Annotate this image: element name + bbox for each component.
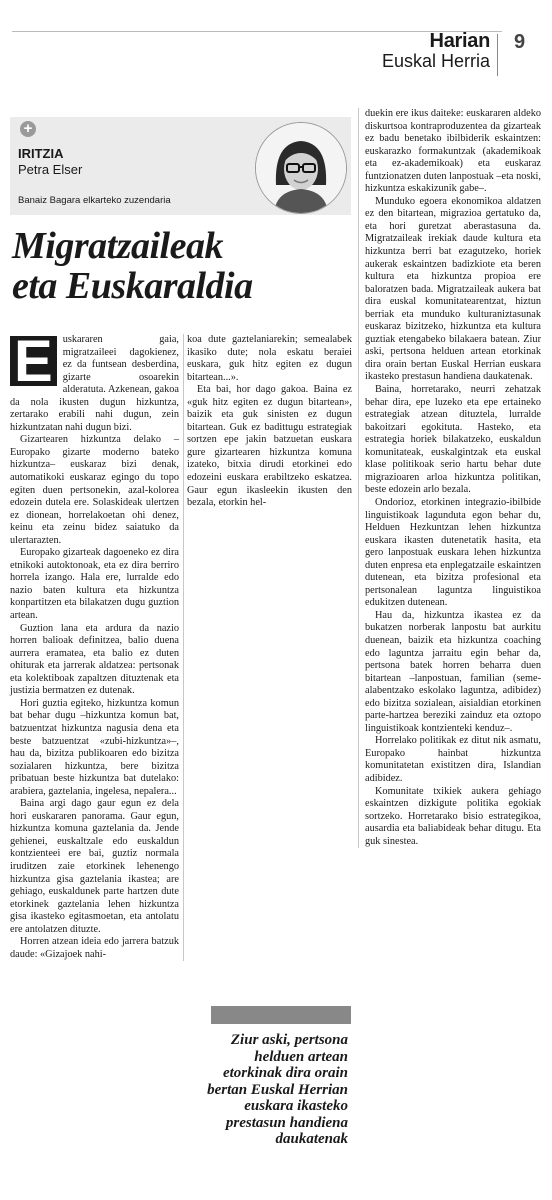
- paragraph: Guztion lana eta ardura da nazio horren balioak definitzea, balio duena aurrera eramatea, eta balio ez duten ohiturak eta jarrerak aldatzea: pertsonak eta kolektiboak zapaltzen dituztenak eta justizia bermatzen ez dutenak.: [10, 622, 179, 697]
- page-number: 9: [514, 31, 526, 53]
- drop-cap: E: [10, 336, 57, 386]
- paragraph: E uskararen gaia, migratzaileei dagokienez, ez da funtsean desberdina, gizarte osoarekin alderatuta. Azkenean, gakoa da nola ikusten dugun hizkuntza, zertarako erabili nahi dugun, zein hizkuntzatan nahi dugun bizi.: [10, 329, 179, 433]
- opinion-box: [10, 117, 351, 215]
- author-name: Petra Elser: [18, 162, 83, 177]
- paragraph: Horrelako politikak ez ditut nik asmatu, Europako hainbat hizkuntza komunitatetan existitzen dira, Islandian adibidez.: [365, 735, 541, 784]
- paragraph: Eta bai, hor dago gakoa. Baina ez «guk hitz egiten ez dugun bitartean», baizik eta guk sinisten ez dugun bitartean. Guk ez badittugu estrategiak sortzen epe jakin batzuetan euskara gure gizartearen hizkuntza komuna izateko, bitxia dirudi etorkinei edo edozeini euskara erabiltzeko eskatzea. Gaur egun ikasleekin ikusten den bezala, etorkin hel-: [187, 384, 352, 509]
- section-subtitle: Euskal Herria: [381, 51, 490, 71]
- paragraph: Hori guztia egiteko, hizkuntza komun bat behar dugu –hizkuntza komun bat, batzuentzat hizkuntza nagusia dena eta beste batzuentzat «zubi-hizkuntza»–, hau da, bizitza publikoaren edo bizitza sozialaren hizkuntza, bere bizitza pribatuan beste hizkuntza bat dutelako: arabiera, gaztelania, ingelesa, nepalera...: [10, 697, 179, 797]
- paragraph: Baina argi dago gaur egun ez dela hori euskararen panorama. Gaur egun, hizkuntza komuna gaztelania da. Jende gehienei, euskaltzale edo euskaldun kontzienteei ere bai, guztiz normala iruditzen zaie etorkinek lehenengo hizkuntza gisa gaztelania ikastea; are gehiago, euskaldunek parte hartzen dute etorkinek gaztelania lehen hizkuntza gisa ikasteko egitasmoetan, eta antolatu ere antolatzen dituzte.: [10, 798, 179, 935]
- headline-line-1: Migratzaileak: [12, 225, 223, 267]
- paragraph: Horren atzean ideia edo jarrera batzuk daude: «Gizajoek nahi-: [10, 936, 179, 960]
- plus-icon: +: [20, 121, 36, 137]
- paragraph: koa dute gaztelaniarekin; semealabek ikasiko dute; nola eskatu beraiei euskara, guk hitz egiten ez dugun bitartean...».: [187, 334, 352, 383]
- paragraph: Ondorioz, etorkinen integrazio-ibilbide linguistikoak lagunduta egon behar du, Helduen Hezkuntzan lehen hizkuntza euskara ikasten dutenetatik hasita, eta gero lanpostuak euskara lehen hizkuntza duten enpresa eta enplegatzaile eskaintzen dutenean, eta bizitza profesional eta pertsonalean laguntza linguistikoa edukitzen dutenean.: [365, 496, 541, 609]
- author-photo: [255, 122, 347, 214]
- article-column-2: [187, 334, 352, 510]
- paragraph: Munduko egoera ekonomikoa aldatzen ez den bitartean, migrazioa gertatuko da, eta hori guretzat aberastasuna da. Migratzaileak irekiak daude kultura eta hizkuntza berri bat ezagutzeko, horiek aukerak eskaintzen badizkiote eta beren kultura eta hizkuntza propioa ere baloratzen bada. Migratzaileak aukera bat dira euskal komunitatearentzat, hiztun berriak eta munduko kulturaniztasunak euskaraz bizitzeko, hizkuntza eta kultura guztiak etengabeko bilakaera batean. Ziur aski, pertsona helduen artean etorkinak dira orain bertan Euskal Herrian euskara ikasteko prestasun handiena daukatenak.: [365, 195, 541, 383]
- paragraph: Baina, horretarako, neurri zehatzak behar dira, epe luzeko eta epe ertaineko estrategiak atzean dituztela, lurralde bakoitzari egokituta. Hasteko, eta estrategia horiek bilakatzeko, euskaldun komunitateak, euskalgintzak eta euskal klase politikoak serio hartu behar dute migrazioaren arloa hizkuntza politikan, beste edozein arlo bezala.: [365, 384, 541, 496]
- pull-quote: Ziur aski, pertsona helduen artean etorkinak dira orain bertan Euskal Herrian euskara ikasteko prestasun handiena daukatenak: [207, 1032, 348, 1147]
- paragraph: Gizartearen hizkuntza delako –Europako gizarte moderno bateko hizkuntza– euskaraz bizi denak, automatikoki euskaraz egingo du topo egiten duen pertsonekin, azal-kolorea edozein dutela ere. Solaskideak ulertzen ez dionean, horrelakoetan ohi denez, keinu eta zeinu bidez saiatuko da ulertarazten.: [10, 434, 179, 546]
- section-header: [382, 31, 490, 71]
- article-column-3: [358, 108, 541, 848]
- article-headline: [12, 226, 253, 306]
- paragraph: Komunitate txikiek aukera gehiago eskaintzen dizkigute politika egokiak sortzeko. Horretarako bisio estrategikoa, ausardia eta baliabideak behar ditugu. Eta guk sinestea.: [365, 785, 541, 847]
- pull-quote-bar: [211, 1006, 351, 1024]
- paragraph: Hau da, hizkuntza ikastea ez da bukatzen norberak lanpostu bat aurkitu duenean, baizik eta hizkuntza coaching edo laguntza jarraitu egin behar da, pertsona batek horren beharra duen bitartean –lanpostuan, familian (seme-alabentzako eskolako laguntza, adibidez) edo bizitza sozialean, aisialdian etorkinen parte-hartzea bereziki zainduz eta oztopo linguistikoak kontzienteki kenduz–.: [365, 609, 541, 734]
- article-column-1: [10, 329, 184, 961]
- opinion-kicker: IRITZIA: [18, 146, 64, 161]
- header-divider: [497, 34, 498, 76]
- headline-line-2: eta Euskaraldia: [12, 265, 253, 307]
- paragraph: Europako gizarteak dagoeneko ez dira etnikoki autoktonoak, eta ez dira berriro horrela izango. Hala ere, lurralde edo nazio baten kultura eta hizkuntza konpartitzen eta bilakatzen dugu guztion artean.: [10, 547, 179, 622]
- author-role: Banaiz Bagara elkarteko zuzendaria: [18, 195, 171, 206]
- section-title: Harian: [429, 30, 490, 52]
- paragraph: duekin ere ikus daiteke: euskararen aldeko diskurtsoa kontraproduzentea da gizarteak ez badu benetako ibilbiderik eskaintzen: euskarazko formakuntzak (akademikoak eta ez-akademikoak) eta euskaraz funtzionatzen duten lanpostuak –eta noski, hizkuntza eskakizunik gabe–.: [365, 108, 541, 195]
